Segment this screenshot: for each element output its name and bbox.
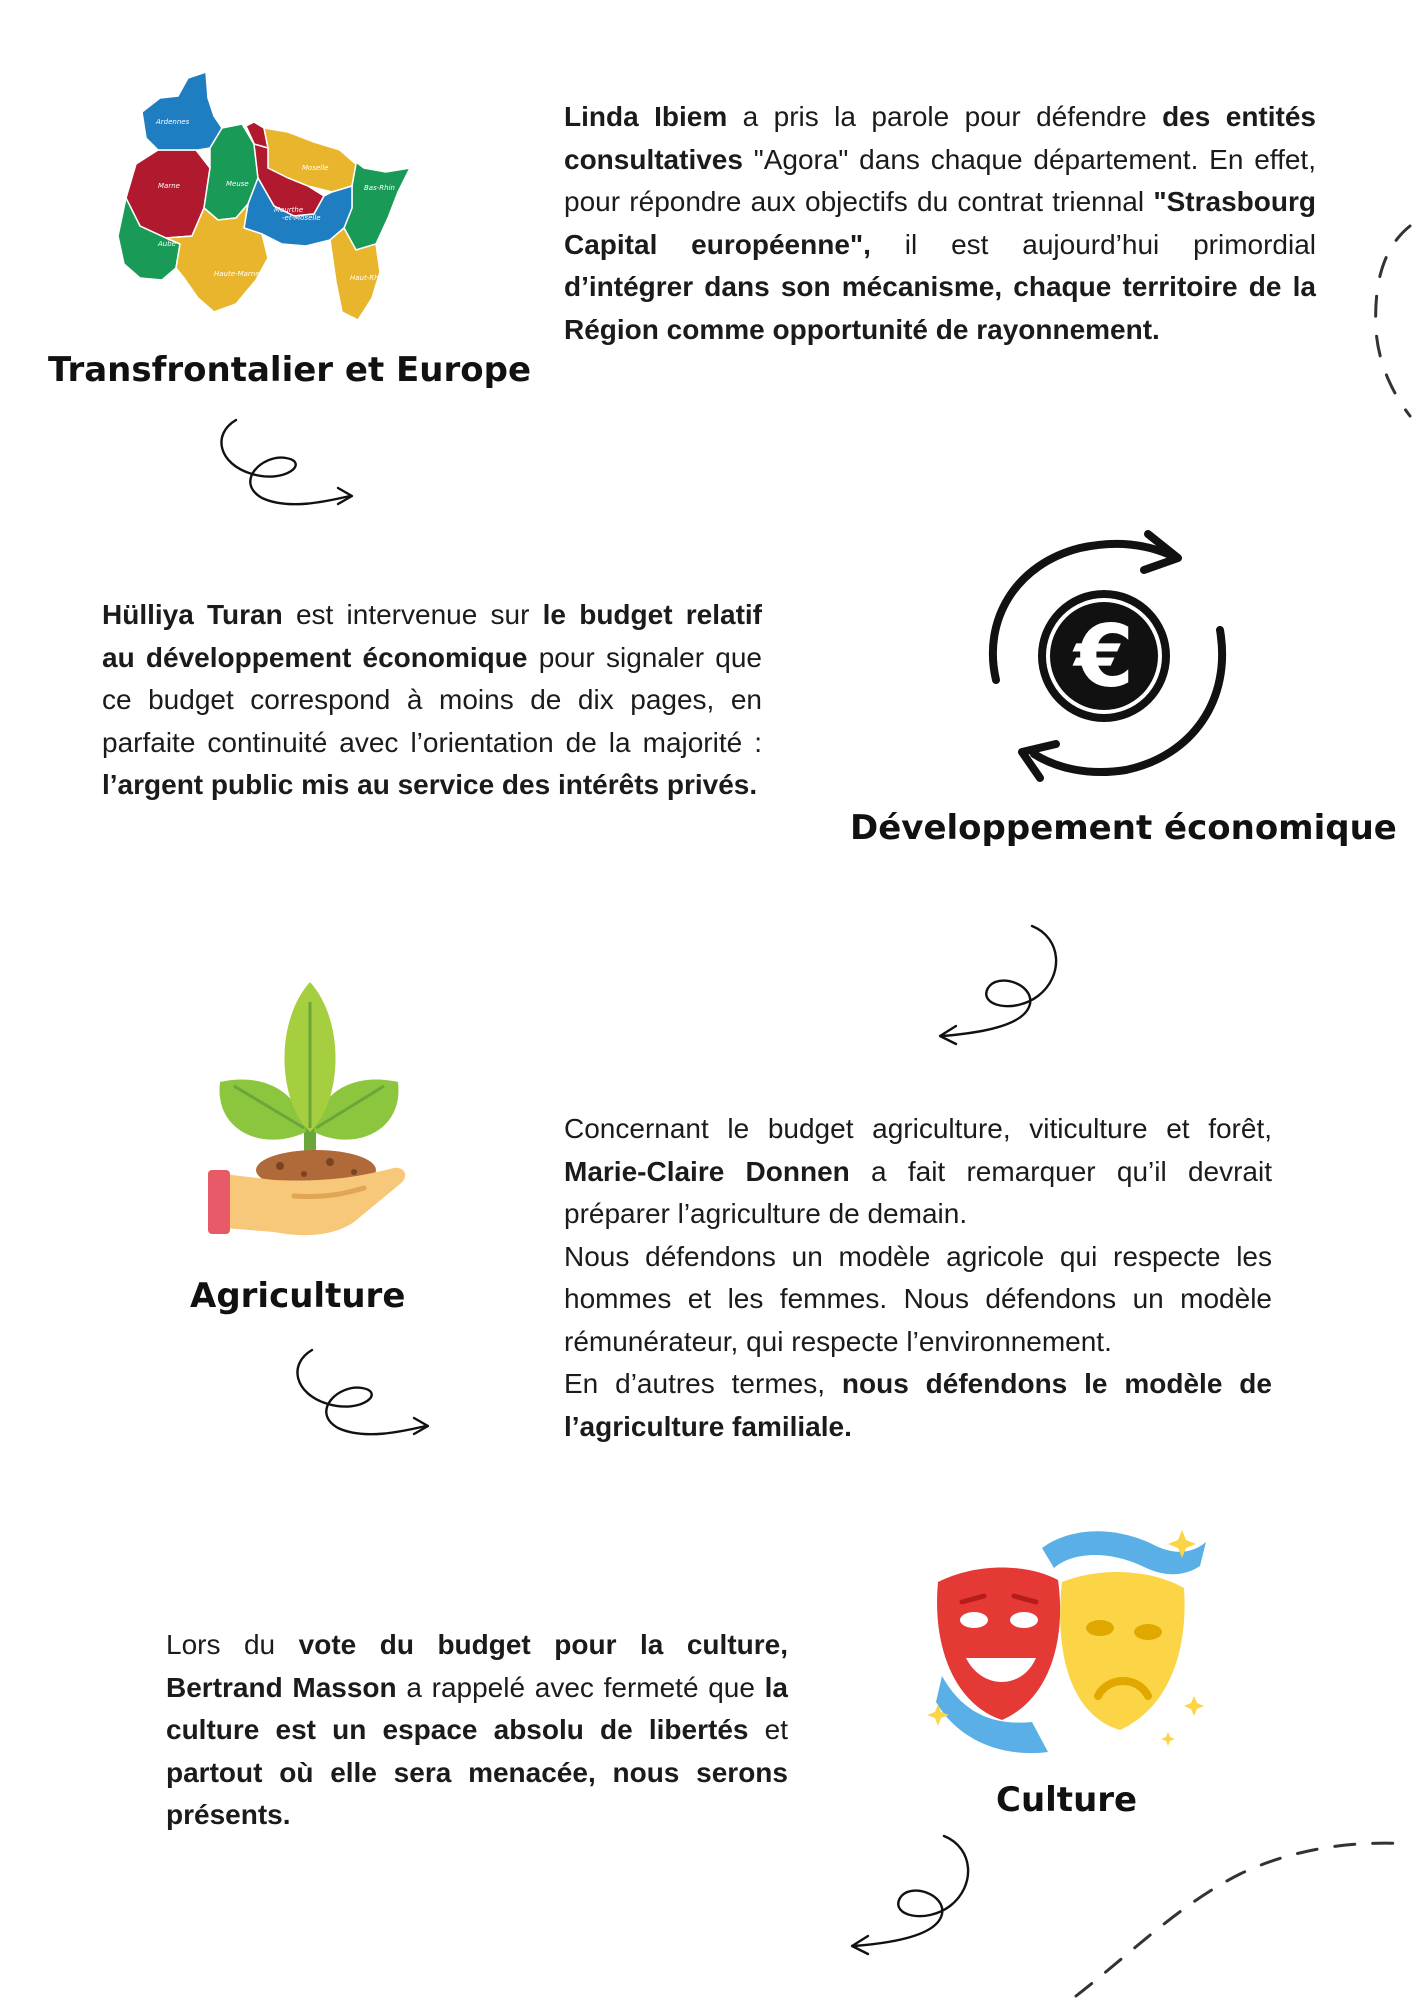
dashed-path-decoration xyxy=(1070,1834,1414,2000)
section-text-agriculture xyxy=(564,1108,1272,1448)
svg-text:Meuse: Meuse xyxy=(226,180,249,188)
euro-cycle-icon xyxy=(976,530,1236,790)
svg-text:Aube: Aube xyxy=(158,240,176,248)
svg-text:Moselle: Moselle xyxy=(302,164,329,172)
curly-arrow-icon xyxy=(288,1348,438,1448)
bold-text-segment: la culture est un espace absolu de libertés xyxy=(166,1671,788,1745)
region-map-icon xyxy=(118,68,428,324)
text-segment: En d’autres termes, xyxy=(564,1368,842,1399)
text-segment: est intervenue sur xyxy=(282,599,543,630)
svg-text:Marne: Marne xyxy=(158,182,180,190)
bold-text-segment: Hülliya Turan xyxy=(102,599,283,630)
section-heading-culture: Culture xyxy=(996,1780,1138,1820)
text-segment: a pris la parole pour défendre xyxy=(727,101,1163,132)
text-segment: a fait remarquer qu’il devrait préparer l’agriculture de demain. xyxy=(564,1155,1273,1229)
bold-text-segment: Linda Ibiem xyxy=(564,101,728,132)
text-segment: pour signaler que ce budget correspond à moins de dix pages, en parfaite continuité avec l’orientation de la majorité : xyxy=(102,641,762,758)
svg-text:€: € xyxy=(1074,607,1134,707)
bold-text-segment: des entités consultatives xyxy=(564,101,1316,175)
plant-in-hand-icon xyxy=(204,982,414,1242)
section-text-transfrontalier xyxy=(564,96,1316,351)
text-segment: Nous défendons un modèle agricole qui respecte les hommes et les femmes. Nous défendons un modèle rémunérateur, qui respecte l’environnement. xyxy=(564,1240,1272,1357)
bold-text-segment: "Strasbourg Capital européenne", xyxy=(564,186,1316,260)
svg-text:Bas-Rhin: Bas-Rhin xyxy=(364,184,395,192)
text-segment: a rappelé avec fermeté que xyxy=(396,1671,765,1703)
section-text-developpement xyxy=(102,594,762,807)
dashed-path-decoration xyxy=(1360,220,1414,420)
section-heading-agriculture: Agriculture xyxy=(190,1276,406,1316)
curly-arrow-icon xyxy=(212,418,362,518)
text-segment: Concernant le budget agriculture, viticulture et forêt, xyxy=(564,1113,1272,1144)
svg-text:-et-Moselle: -et-Moselle xyxy=(282,214,321,222)
bold-text-segment: le budget relatif au développement économique xyxy=(102,599,762,673)
bold-text-segment: Marie-Claire Donnen xyxy=(564,1155,850,1187)
text-segment: "Agora" dans chaque département. En effet, pour répondre aux objectifs du contrat triennal xyxy=(564,143,1316,217)
bold-text-segment: partout où elle sera menacée, nous serons présents. xyxy=(166,1756,788,1830)
text-segment: Lors du xyxy=(166,1629,299,1660)
section-heading-transfrontalier: Transfrontalier et Europe xyxy=(48,350,532,390)
svg-text:Haut-Rhin: Haut-Rhin xyxy=(350,274,385,282)
text-segment: et xyxy=(748,1714,788,1745)
bold-text-segment: d’intégrer dans son mécanisme, chaque territoire de la Région comme opportunité de rayonnement. xyxy=(564,271,1316,345)
bold-text-segment: vote du budget pour la culture, Bertrand Masson xyxy=(166,1629,788,1703)
curly-arrow-icon xyxy=(934,924,1074,1044)
section-heading-developpement: Développement économique xyxy=(850,808,1397,848)
bold-text-segment: nous défendons le modèle de l’agriculture familiale. xyxy=(564,1368,1272,1442)
svg-text:Ardennes: Ardennes xyxy=(156,118,190,126)
svg-text:Meurthe: Meurthe xyxy=(274,206,304,214)
theater-masks-icon xyxy=(922,1526,1212,1766)
svg-text:Haute-Marne: Haute-Marne xyxy=(214,270,260,278)
section-text-culture xyxy=(166,1624,788,1837)
bold-text-segment: l’argent public mis au service des intérêts privés. xyxy=(102,769,758,800)
svg-text:Vosges: Vosges xyxy=(296,252,321,260)
curly-arrow-icon xyxy=(846,1834,986,1954)
text-segment: il est aujourd’hui primordial xyxy=(870,228,1317,260)
